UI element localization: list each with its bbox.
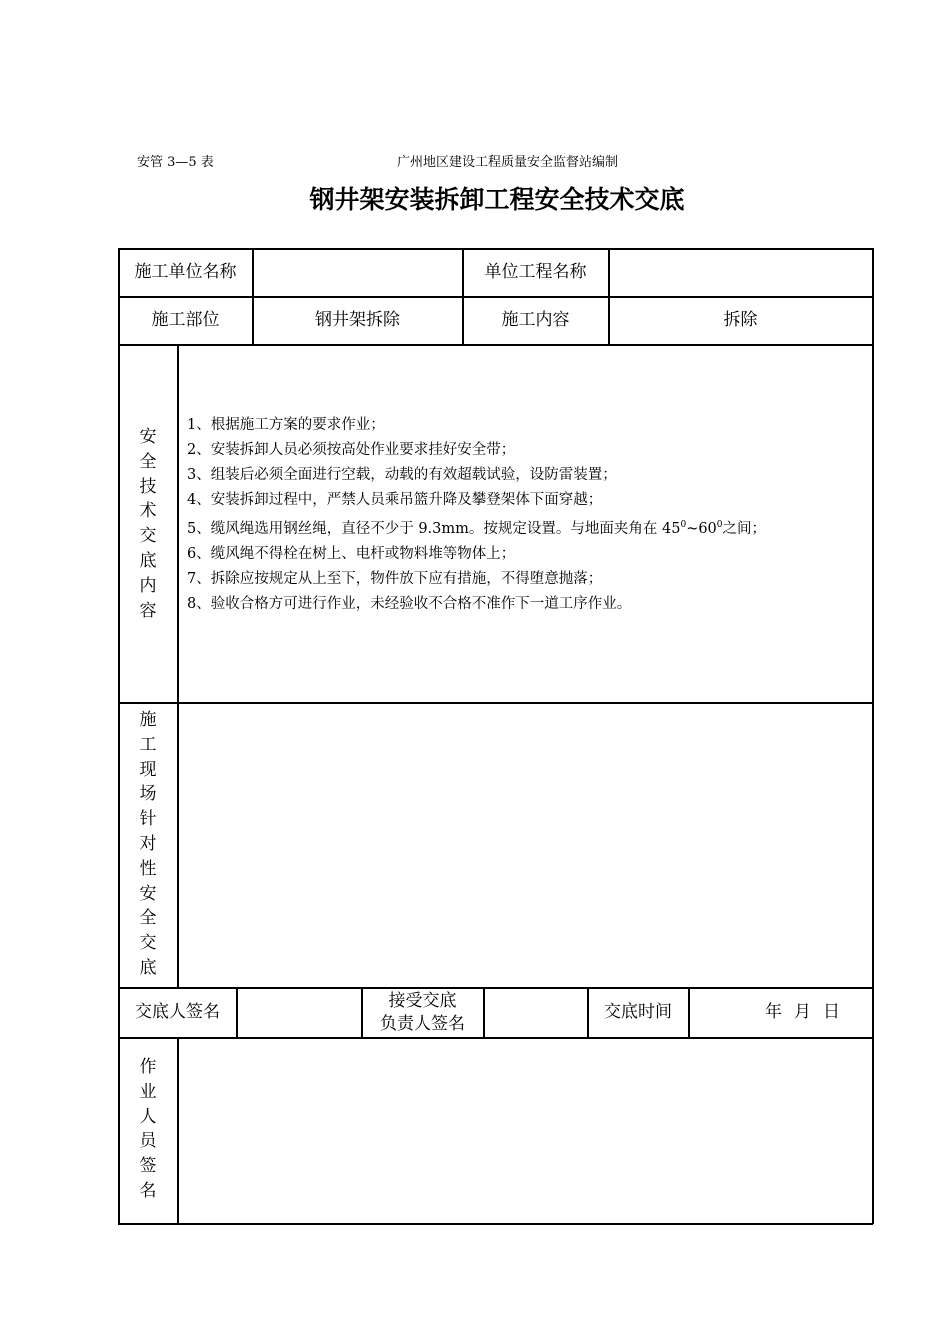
degree-sup: 0 [680, 520, 687, 530]
label-char: 施 [139, 710, 157, 730]
label-char: 安 [139, 883, 157, 904]
label-char: 底 [139, 550, 157, 571]
item-text: 5、缆风绳选用钢丝绳，直径不少于 9.3mm。按规定设置。与地面夹角在 45 [187, 520, 681, 537]
item-text: ~60 [686, 520, 717, 537]
briefing-time-label: 交底时间 [604, 1002, 672, 1023]
briefer-signature-field[interactable] [237, 988, 361, 1037]
label-char: 业 [139, 1081, 157, 1102]
list-item: 8、验收合格方可进行作业，未经验收不合格不准作下一道工序作业。 [187, 595, 632, 612]
label-char: 术 [139, 501, 157, 522]
label-char: 签 [139, 1156, 157, 1177]
label-char: 全 [139, 908, 157, 929]
year-label: 年 [765, 1002, 782, 1023]
list-item: 3、组装后必须全面进行空载，动载的有效超载试验，设防雷装置； [187, 467, 617, 483]
receiver-label-line2: 负责人签名 [380, 1013, 465, 1034]
label-char: 人 [139, 1106, 157, 1127]
workers-signature-label [119, 1055, 177, 1204]
receiver-signature-field[interactable] [484, 988, 587, 1037]
label-char: 内 [139, 575, 157, 596]
construction-part-value[interactable]: 钢井架拆除 [315, 310, 400, 331]
issuer-line: 广州地区建设工程质量安全监督站编制 [397, 155, 619, 170]
list-item [187, 513, 766, 542]
tech-briefing-label [119, 425, 177, 623]
label-char: 交 [139, 933, 157, 954]
project-name-label: 单位工程名称 [484, 262, 587, 283]
list-item: 1、根据施工方案的要求作业； [187, 417, 385, 433]
unit-name-value[interactable] [253, 249, 462, 296]
label-char: 安 [139, 427, 157, 447]
list-item: 4、安装拆卸过程中，严禁人员乘吊篮升降及攀登架体下面穿越； [187, 492, 603, 508]
label-char: 技 [139, 476, 157, 497]
project-name-value[interactable] [609, 249, 872, 296]
label-char: 容 [139, 600, 157, 621]
label-char: 名 [139, 1180, 157, 1201]
label-char: 针 [139, 809, 157, 830]
construction-content-value[interactable]: 拆除 [723, 310, 758, 331]
label-char: 性 [139, 858, 157, 879]
label-char: 员 [139, 1131, 157, 1152]
day-label: 日 [823, 1002, 840, 1023]
site-briefing-content[interactable] [179, 704, 871, 986]
form-code: 安管 3—5 表 [137, 155, 214, 170]
month-label: 月 [794, 1002, 811, 1023]
label-char: 作 [139, 1057, 157, 1077]
item-text: 之间； [722, 520, 767, 537]
site-briefing-label [119, 708, 177, 981]
list-item: 6、缆风绳不得栓在树上、电杆或物料堆等物体上； [187, 545, 516, 562]
unit-name-label: 施工单位名称 [134, 262, 237, 283]
list-item: 2、安装拆卸人员必须按高处作业要求挂好安全带； [187, 442, 516, 458]
briefer-signature-label: 交底人签名 [135, 1002, 220, 1023]
workers-signature-area[interactable] [179, 1039, 871, 1222]
list-item: 7、拆除应按规定从上至下，物件放下应有措施，不得堕意抛落； [187, 570, 603, 587]
degree-sup: 0 [716, 520, 723, 530]
receiver-label-line1: 接受交底 [388, 990, 457, 1011]
label-char: 全 [139, 451, 157, 472]
construction-content-label: 施工内容 [501, 310, 570, 331]
label-char: 对 [139, 833, 157, 854]
receiver-signature-label [362, 988, 483, 1037]
label-char: 场 [139, 784, 157, 805]
label-char: 交 [139, 526, 157, 547]
tech-briefing-items [187, 413, 766, 617]
label-char: 现 [139, 759, 157, 780]
briefing-date-field[interactable] [689, 988, 872, 1037]
construction-part-label: 施工部位 [151, 310, 220, 331]
label-char: 底 [139, 957, 157, 978]
label-char: 工 [139, 734, 157, 755]
page-title: 钢井架安装拆卸工程安全技术交底 [309, 185, 685, 214]
